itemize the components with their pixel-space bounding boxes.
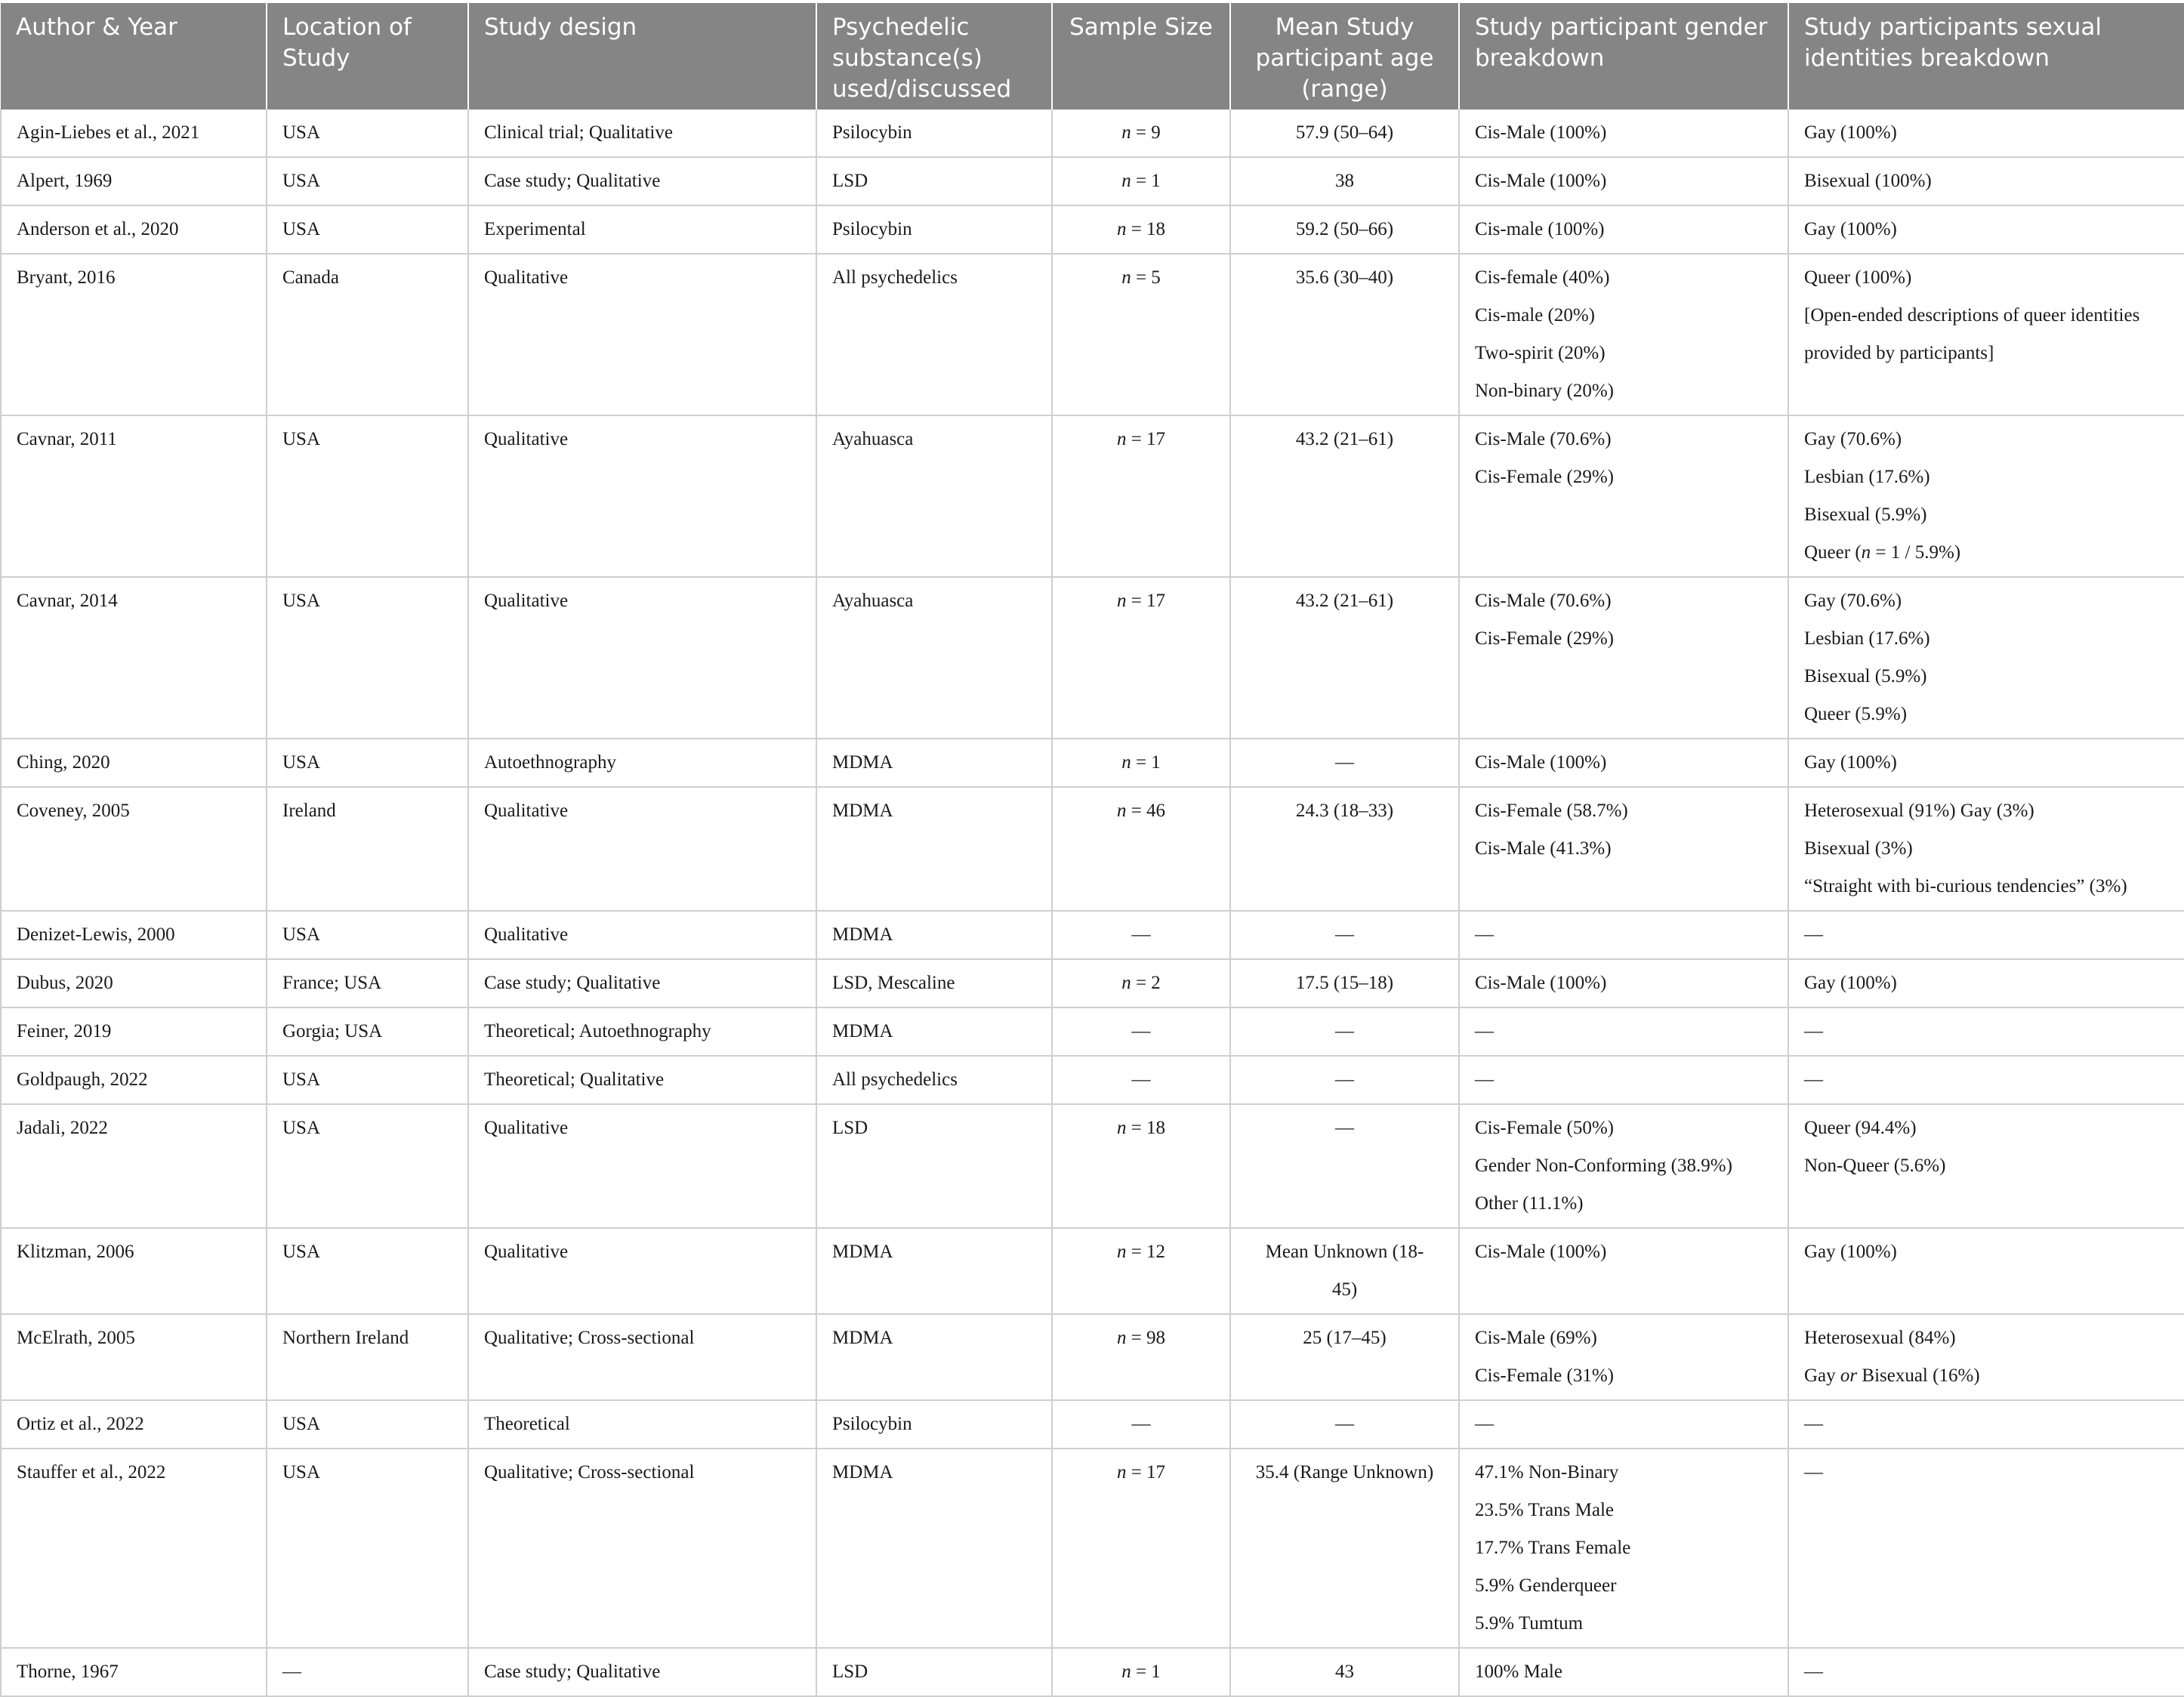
cell-author-year: Jadali, 2022	[1, 1104, 267, 1228]
sexual-identity-item: Gay (100%)	[1804, 1242, 1897, 1262]
gender-item: Cis-Female (58.7%)	[1475, 801, 1628, 821]
sexual-identity-item: Queer (n = 1 / 5.9%)	[1804, 542, 1961, 563]
study-characteristics-table	[0, 3, 2184, 1697]
cell-author-year: Cavnar, 2014	[1, 577, 267, 739]
cell-sexual-identity-breakdown	[1788, 1228, 2184, 1314]
cell-sample-size: n = 17	[1052, 577, 1230, 739]
cell-gender-breakdown	[1459, 205, 1788, 254]
cell-study-design: Theoretical; Qualitative	[468, 1056, 816, 1104]
table-body	[1, 110, 2184, 1696]
age-line: 59.2 (50–66)	[1295, 219, 1394, 239]
table-row	[1, 157, 2184, 205]
table-row	[1, 1007, 2184, 1056]
cell-location: France; USA	[267, 959, 468, 1007]
cell-sexual-identity-breakdown	[1788, 1400, 2184, 1449]
cell-sample-size: n = 46	[1052, 787, 1230, 911]
cell-mean-age	[1230, 1400, 1459, 1449]
cell-substance: All psychedelics	[816, 254, 1052, 415]
cell-substance: Ayahuasca	[816, 577, 1052, 739]
cell-study-design: Qualitative; Cross-sectional	[468, 1314, 816, 1400]
cell-sexual-identity-breakdown	[1788, 205, 2184, 254]
sexual-identity-item: Lesbian (17.6%)	[1804, 628, 1930, 649]
gender-item: —	[1475, 924, 1494, 945]
cell-sample-size: n = 12	[1052, 1228, 1230, 1314]
gender-item: Cis-Male (41.3%)	[1475, 838, 1612, 859]
header-text: Study	[282, 45, 350, 72]
header-text: identities breakdown	[1804, 45, 2050, 72]
cell-mean-age	[1230, 959, 1459, 1007]
table-row	[1, 1648, 2184, 1696]
cell-sexual-identity-breakdown	[1788, 254, 2184, 415]
sexual-identity-item: Gay (100%)	[1804, 122, 1897, 143]
cell-study-design: Qualitative	[468, 1228, 816, 1314]
age-line: —	[1335, 1021, 1354, 1041]
age-line: Mean Unknown (18-	[1265, 1242, 1424, 1262]
cell-location: Canada	[267, 254, 468, 415]
cell-location: USA	[267, 157, 468, 205]
cell-sexual-identity-breakdown	[1788, 1314, 2184, 1400]
gender-item: Cis-female (40%)	[1475, 267, 1610, 288]
gender-item: Cis-Male (100%)	[1475, 973, 1607, 993]
cell-study-design: Theoretical	[468, 1400, 816, 1449]
column-header-sample-size	[1052, 3, 1230, 110]
cell-sample-size: —	[1052, 1007, 1230, 1056]
cell-study-design: Qualitative	[468, 911, 816, 959]
column-header-sexual-identity-breakdown	[1788, 3, 2184, 110]
sexual-identity-item: Gay (100%)	[1804, 973, 1897, 993]
cell-sample-size: n = 1	[1052, 157, 1230, 205]
cell-sample-size: n = 17	[1052, 1449, 1230, 1648]
header-text: Study participants sexual	[1804, 14, 2102, 41]
cell-mean-age	[1230, 1228, 1459, 1314]
cell-location: USA	[267, 1056, 468, 1104]
n-symbol: n	[1121, 171, 1131, 191]
cell-study-design: Clinical trial; Qualitative	[468, 110, 816, 157]
table-header	[1, 3, 2184, 110]
cell-substance: MDMA	[816, 1228, 1052, 1314]
gender-item: Gender Non-Conforming (38.9%)	[1475, 1156, 1732, 1176]
gender-item: 47.1% Non-Binary	[1475, 1462, 1619, 1483]
age-line: 35.6 (30–40)	[1295, 267, 1394, 288]
cell-study-design: Case study; Qualitative	[468, 157, 816, 205]
age-line: 38	[1335, 171, 1354, 191]
cell-mean-age	[1230, 254, 1459, 415]
table-row	[1, 577, 2184, 739]
cell-mean-age	[1230, 157, 1459, 205]
cell-location: USA	[267, 110, 468, 157]
age-line: 45)	[1331, 1279, 1358, 1300]
sexual-identity-item: Queer (100%)	[1804, 267, 1912, 288]
cell-substance: MDMA	[816, 1007, 1052, 1056]
gender-item: Cis-Male (70.6%)	[1475, 591, 1612, 611]
cell-author-year: Klitzman, 2006	[1, 1228, 267, 1314]
sexual-identity-item: Gay (70.6%)	[1804, 591, 1902, 611]
cell-study-design: Qualitative	[468, 254, 816, 415]
cell-location: USA	[267, 1104, 468, 1228]
cell-substance: Psilocybin	[816, 110, 1052, 157]
cell-gender-breakdown	[1459, 787, 1788, 911]
cell-sexual-identity-breakdown	[1788, 1648, 2184, 1696]
table-row	[1, 1228, 2184, 1314]
cell-substance: All psychedelics	[816, 1056, 1052, 1104]
cell-mean-age	[1230, 1648, 1459, 1696]
sexual-identity-item: Heterosexual (91%) Gay (3%)	[1804, 801, 2034, 821]
cell-sample-size: n = 2	[1052, 959, 1230, 1007]
cell-sexual-identity-breakdown	[1788, 1104, 2184, 1228]
header-text: used/discussed	[832, 76, 1012, 103]
cell-substance: LSD	[816, 1104, 1052, 1228]
cell-substance: LSD	[816, 157, 1052, 205]
sexual-identity-item: Gay or Bisexual (16%)	[1804, 1365, 1980, 1386]
gender-item: Cis-male (100%)	[1475, 219, 1605, 239]
cell-study-design: Autoethnography	[468, 739, 816, 787]
age-line: 24.3 (18–33)	[1295, 801, 1394, 821]
sexual-identity-item: Bisexual (100%)	[1804, 171, 1932, 191]
cell-author-year: Denizet-Lewis, 2000	[1, 911, 267, 959]
column-header-author-year	[1, 3, 267, 110]
cell-author-year: Thorne, 1967	[1, 1648, 267, 1696]
cell-gender-breakdown	[1459, 1104, 1788, 1228]
cell-mean-age	[1230, 110, 1459, 157]
sexual-identity-item: Gay (100%)	[1804, 752, 1897, 773]
table-row	[1, 739, 2184, 787]
cell-substance: MDMA	[816, 1314, 1052, 1400]
age-line: —	[1335, 924, 1354, 945]
cell-sexual-identity-breakdown	[1788, 577, 2184, 739]
cell-gender-breakdown	[1459, 157, 1788, 205]
cell-gender-breakdown	[1459, 577, 1788, 739]
header-text: Study design	[484, 14, 637, 41]
column-header-gender-breakdown	[1459, 3, 1788, 110]
gender-item: Cis-Male (100%)	[1475, 122, 1607, 143]
cell-gender-breakdown	[1459, 1648, 1788, 1696]
age-line: 25 (17–45)	[1303, 1328, 1387, 1348]
cell-mean-age	[1230, 787, 1459, 911]
cell-author-year: Cavnar, 2011	[1, 415, 267, 577]
sexual-identity-item: Bisexual (3%)	[1804, 838, 1913, 859]
table-row	[1, 1449, 2184, 1648]
gender-item: Two-spirit (20%)	[1475, 343, 1606, 363]
n-symbol: n	[1116, 1242, 1127, 1262]
cell-location: Gorgia; USA	[267, 1007, 468, 1056]
cell-gender-breakdown	[1459, 254, 1788, 415]
header-text: Author & Year	[16, 14, 177, 41]
cell-author-year: Alpert, 1969	[1, 157, 267, 205]
gender-item: Cis-Female (29%)	[1475, 628, 1614, 649]
gender-item: Non-binary (20%)	[1475, 381, 1614, 401]
cell-study-design: Qualitative; Cross-sectional	[468, 1449, 816, 1648]
cell-sexual-identity-breakdown	[1788, 787, 2184, 911]
cell-location: Ireland	[267, 787, 468, 911]
age-line: —	[1335, 1414, 1354, 1434]
cell-gender-breakdown	[1459, 1314, 1788, 1400]
n-symbol: n	[1116, 1328, 1127, 1348]
gender-item: 5.9% Tumtum	[1475, 1613, 1584, 1634]
cell-substance: MDMA	[816, 1449, 1052, 1648]
gender-item: —	[1475, 1021, 1494, 1041]
age-line: 43	[1335, 1662, 1354, 1682]
age-line: 57.9 (50–64)	[1295, 122, 1394, 143]
table-row	[1, 1400, 2184, 1449]
cell-substance: LSD	[816, 1648, 1052, 1696]
cell-author-year: Agin-Liebes et al., 2021	[1, 110, 267, 157]
cell-location: USA	[267, 415, 468, 577]
n-symbol: n	[1121, 267, 1131, 288]
sexual-identity-item: Bisexual (5.9%)	[1804, 504, 1927, 525]
cell-mean-age	[1230, 1104, 1459, 1228]
cell-sexual-identity-breakdown	[1788, 911, 2184, 959]
cell-location: USA	[267, 739, 468, 787]
gender-item: Cis-male (20%)	[1475, 305, 1595, 326]
cell-substance: MDMA	[816, 739, 1052, 787]
column-header-location	[267, 3, 468, 110]
cell-gender-breakdown	[1459, 739, 1788, 787]
cell-mean-age	[1230, 1314, 1459, 1400]
cell-sexual-identity-breakdown	[1788, 157, 2184, 205]
cell-gender-breakdown	[1459, 1228, 1788, 1314]
table-row	[1, 959, 2184, 1007]
cell-location: USA	[267, 1449, 468, 1648]
cell-substance: MDMA	[816, 911, 1052, 959]
cell-sample-size: n = 18	[1052, 205, 1230, 254]
cell-author-year: Bryant, 2016	[1, 254, 267, 415]
gender-item: Cis-Male (69%)	[1475, 1328, 1597, 1348]
n-symbol: n	[1116, 1462, 1127, 1483]
gender-item: 23.5% Trans Male	[1475, 1500, 1615, 1520]
study-table-container	[0, 3, 2184, 1697]
n-symbol: n	[1121, 973, 1131, 993]
sexual-identity-item: provided by participants]	[1804, 343, 1994, 363]
table-row	[1, 254, 2184, 415]
cell-substance: Psilocybin	[816, 1400, 1052, 1449]
n-symbol: n	[1116, 801, 1127, 821]
cell-study-design: Qualitative	[468, 415, 816, 577]
table-row	[1, 1104, 2184, 1228]
gender-item: Cis-Male (100%)	[1475, 752, 1607, 773]
header-text: Study participant gender	[1475, 14, 1768, 41]
cell-author-year: Ching, 2020	[1, 739, 267, 787]
sexual-identity-item: —	[1804, 1021, 1823, 1041]
cell-author-year: Dubus, 2020	[1, 959, 267, 1007]
cell-author-year: Goldpaugh, 2022	[1, 1056, 267, 1104]
sexual-identity-item: Gay (70.6%)	[1804, 429, 1902, 449]
cell-study-design: Experimental	[468, 205, 816, 254]
n-symbol: n	[1121, 122, 1131, 143]
cell-mean-age	[1230, 1449, 1459, 1648]
sexual-identity-item: —	[1804, 1414, 1823, 1434]
gender-item: Cis-Female (31%)	[1475, 1365, 1614, 1386]
cell-study-design: Qualitative	[468, 1104, 816, 1228]
age-line: —	[1335, 1069, 1354, 1090]
header-text: Sample Size	[1069, 14, 1213, 41]
cell-sexual-identity-breakdown	[1788, 1449, 2184, 1648]
age-line: 43.2 (21–61)	[1295, 429, 1394, 449]
gender-item: 5.9% Genderqueer	[1475, 1575, 1617, 1596]
cell-sample-size: n = 5	[1052, 254, 1230, 415]
sexual-identity-item: Bisexual (5.9%)	[1804, 666, 1927, 687]
sexual-identity-item: Heterosexual (84%)	[1804, 1328, 1956, 1348]
header-text: breakdown	[1475, 45, 1605, 72]
cell-location: USA	[267, 911, 468, 959]
sexual-identity-item: —	[1804, 924, 1823, 945]
cell-gender-breakdown	[1459, 959, 1788, 1007]
cell-study-design: Theoretical; Autoethnography	[468, 1007, 816, 1056]
table-row	[1, 911, 2184, 959]
cell-substance: LSD, Mescaline	[816, 959, 1052, 1007]
cell-sexual-identity-breakdown	[1788, 959, 2184, 1007]
gender-item: Cis-Male (70.6%)	[1475, 429, 1612, 449]
sexual-identity-item: —	[1804, 1462, 1823, 1483]
cell-sample-size: n = 17	[1052, 415, 1230, 577]
cell-mean-age	[1230, 577, 1459, 739]
cell-sample-size: —	[1052, 1056, 1230, 1104]
table-row	[1, 1056, 2184, 1104]
age-line: —	[1335, 1118, 1354, 1138]
cell-location: Northern Ireland	[267, 1314, 468, 1400]
cell-location: USA	[267, 577, 468, 739]
gender-item: —	[1475, 1414, 1494, 1434]
cell-sample-size: n = 1	[1052, 739, 1230, 787]
cell-sample-size: n = 9	[1052, 110, 1230, 157]
cell-author-year: Ortiz et al., 2022	[1, 1400, 267, 1449]
cell-location: USA	[267, 1400, 468, 1449]
cell-mean-age	[1230, 911, 1459, 959]
cell-gender-breakdown	[1459, 1449, 1788, 1648]
cell-substance: Psilocybin	[816, 205, 1052, 254]
cell-gender-breakdown	[1459, 911, 1788, 959]
sexual-identity-item: “Straight with bi-curious tendencies” (3%)	[1804, 876, 2127, 896]
age-line: —	[1335, 752, 1354, 773]
table-row	[1, 1314, 2184, 1400]
cell-sample-size: n = 98	[1052, 1314, 1230, 1400]
cell-author-year: Anderson et al., 2020	[1, 205, 267, 254]
sexual-identity-item: Queer (5.9%)	[1804, 704, 1908, 724]
table-row	[1, 205, 2184, 254]
n-symbol: n	[1116, 219, 1127, 239]
gender-item: Cis-Male (100%)	[1475, 1242, 1607, 1262]
cell-substance: MDMA	[816, 787, 1052, 911]
sexual-identity-item: Queer (94.4%)	[1804, 1118, 1917, 1138]
cell-author-year: Coveney, 2005	[1, 787, 267, 911]
cell-study-design: Qualitative	[468, 787, 816, 911]
sexual-identity-item: —	[1804, 1662, 1823, 1682]
age-line: 43.2 (21–61)	[1295, 591, 1394, 611]
cell-sample-size: n = 1	[1052, 1648, 1230, 1696]
cell-mean-age	[1230, 1056, 1459, 1104]
cell-sample-size: —	[1052, 1400, 1230, 1449]
table-row	[1, 110, 2184, 157]
gender-item: Cis-Male (100%)	[1475, 171, 1607, 191]
cell-gender-breakdown	[1459, 1400, 1788, 1449]
cell-study-design: Qualitative	[468, 577, 816, 739]
header-text: Psychedelic	[832, 14, 970, 41]
cell-mean-age	[1230, 415, 1459, 577]
sexual-identity-item: Non-Queer (5.6%)	[1804, 1156, 1946, 1176]
cell-gender-breakdown	[1459, 1007, 1788, 1056]
sexual-identity-item: —	[1804, 1069, 1823, 1090]
table-row	[1, 415, 2184, 577]
cell-sexual-identity-breakdown	[1788, 739, 2184, 787]
gender-item: —	[1475, 1069, 1494, 1090]
cell-study-design: Case study; Qualitative	[468, 959, 816, 1007]
cell-sexual-identity-breakdown	[1788, 415, 2184, 577]
cell-author-year: Feiner, 2019	[1, 1007, 267, 1056]
cell-author-year: McElrath, 2005	[1, 1314, 267, 1400]
header-text: participant age	[1255, 45, 1434, 72]
column-header-substance	[816, 3, 1052, 110]
cell-sample-size: n = 18	[1052, 1104, 1230, 1228]
cell-location: USA	[267, 1228, 468, 1314]
gender-item: Other (11.1%)	[1475, 1193, 1584, 1214]
n-symbol: n	[1121, 752, 1131, 773]
cell-sample-size: —	[1052, 911, 1230, 959]
header-text: substance(s)	[832, 45, 982, 72]
gender-item: Cis-Female (50%)	[1475, 1118, 1614, 1138]
n-symbol: n	[1116, 1118, 1127, 1138]
header-row	[1, 3, 2184, 110]
n-symbol: n	[1121, 1662, 1131, 1682]
gender-item: 100% Male	[1475, 1662, 1562, 1682]
cell-gender-breakdown	[1459, 415, 1788, 577]
gender-item: 17.7% Trans Female	[1475, 1538, 1631, 1558]
sexual-identity-item: Lesbian (17.6%)	[1804, 467, 1930, 487]
header-text: (range)	[1301, 76, 1388, 103]
header-text: Mean Study	[1275, 14, 1414, 41]
n-symbol: n	[1116, 429, 1127, 449]
cell-gender-breakdown	[1459, 110, 1788, 157]
cell-study-design: Case study; Qualitative	[468, 1648, 816, 1696]
cell-sexual-identity-breakdown	[1788, 1007, 2184, 1056]
cell-location: USA	[267, 205, 468, 254]
cell-location: —	[267, 1648, 468, 1696]
cell-sexual-identity-breakdown	[1788, 1056, 2184, 1104]
age-line: 35.4 (Range Unknown)	[1255, 1462, 1434, 1483]
sexual-identity-item: Gay (100%)	[1804, 219, 1897, 239]
cell-mean-age	[1230, 205, 1459, 254]
sexual-identity-item: [Open-ended descriptions of queer identities	[1804, 305, 2140, 326]
cell-author-year: Stauffer et al., 2022	[1, 1449, 267, 1648]
cell-gender-breakdown	[1459, 1056, 1788, 1104]
table-row	[1, 787, 2184, 911]
cell-mean-age	[1230, 1007, 1459, 1056]
header-text: Location of	[282, 14, 412, 41]
column-header-mean-age	[1230, 3, 1459, 110]
column-header-study-design	[468, 3, 816, 110]
gender-item: Cis-Female (29%)	[1475, 467, 1614, 487]
cell-sexual-identity-breakdown	[1788, 110, 2184, 157]
cell-mean-age	[1230, 739, 1459, 787]
age-line: 17.5 (15–18)	[1295, 973, 1394, 993]
cell-substance: Ayahuasca	[816, 415, 1052, 577]
n-symbol: n	[1116, 591, 1127, 611]
